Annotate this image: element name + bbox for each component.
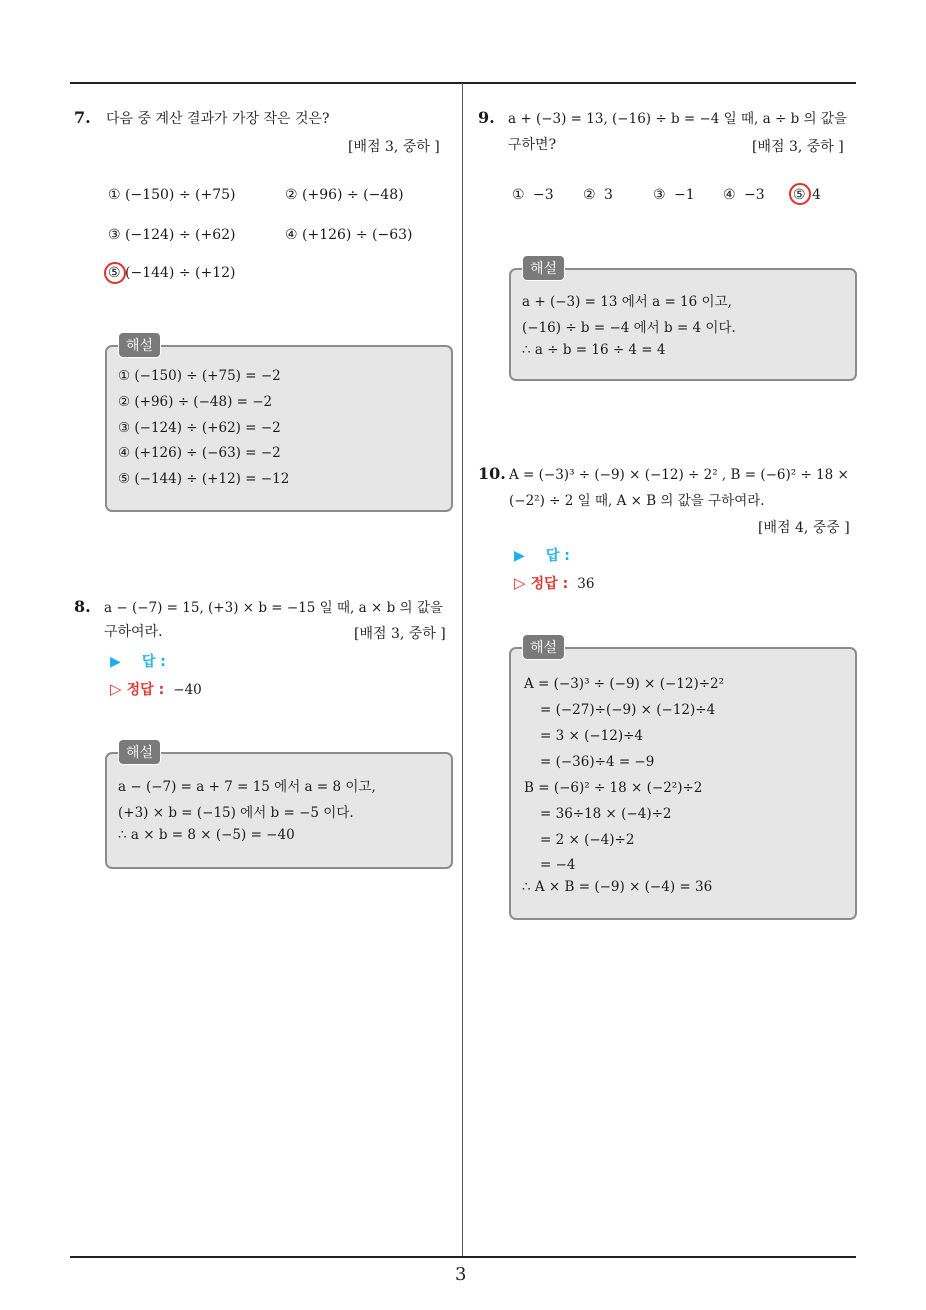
q8-correct-row xyxy=(110,679,202,699)
choice-mark: ④ xyxy=(723,187,736,203)
top-rule xyxy=(70,82,856,84)
answer-label: 답 : xyxy=(545,548,570,564)
q10-explain-line-8: = −4 xyxy=(540,857,576,873)
q9-selected-answer-circle-icon xyxy=(789,183,811,205)
q9-explanation-tag: 해설 xyxy=(522,255,565,281)
choice-expr: (+126) ÷ (−63) xyxy=(302,227,413,243)
q10-explain-line-9: ∴ A × B = (−9) × (−4) = 36 xyxy=(522,879,713,895)
q9-choice-3[interactable] xyxy=(653,187,695,203)
q10-explain-line-2: = (−27)÷(−9) × (−12)÷4 xyxy=(540,702,716,718)
choice-mark: ① xyxy=(512,187,525,203)
choice-mark: ② xyxy=(285,187,298,203)
answer-label: 답 : xyxy=(141,654,166,670)
choice-mark: ① xyxy=(108,187,121,203)
correct-label: 정답 : xyxy=(530,576,569,592)
correct-value: 36 xyxy=(577,576,595,592)
q7-explain-line-3: ③ (−124) ÷ (+62) = −2 xyxy=(118,420,281,436)
column-divider xyxy=(462,83,463,1258)
q7-choice-5[interactable] xyxy=(108,265,236,281)
choice-mark: ④ xyxy=(285,227,298,243)
choice-mark: ⑤ xyxy=(108,265,121,281)
q8-explanation-tag: 해설 xyxy=(118,739,161,765)
q9-explain-line-1: a + (−3) = 13 에서 a = 16 이고, xyxy=(522,294,732,310)
choice-expr: (−150) ÷ (+75) xyxy=(125,187,236,203)
choice-value: 4 xyxy=(812,187,821,203)
q10-explain-line-6: = 36÷18 × (−4)÷2 xyxy=(540,806,672,822)
answer-triangle-icon: ▶ xyxy=(514,548,525,564)
choice-mark: ③ xyxy=(653,187,666,203)
correct-label: 정답 : xyxy=(126,682,165,698)
q10-explain-line-1: A = (−3)³ ÷ (−9) × (−12)÷2² xyxy=(524,676,725,692)
q7-explain-line-2: ② (+96) ÷ (−48) = −2 xyxy=(118,394,273,410)
q10-correct-row xyxy=(514,573,594,593)
q7-explain-line-4: ④ (+126) ÷ (−63) = −2 xyxy=(118,445,281,461)
q7-score: [배점 3, 중하 ] xyxy=(348,139,440,155)
q9-choice-4[interactable] xyxy=(723,187,765,203)
bottom-rule xyxy=(70,1256,856,1258)
choice-value: −1 xyxy=(674,187,695,203)
q9-question-text-line1: a + (−3) = 13, (−16) ÷ b = −4 일 때, a ÷ b 의 값을 xyxy=(508,111,847,127)
q7-choice-1[interactable] xyxy=(108,187,236,203)
q7-question-text: 다음 중 계산 결과가 가장 작은 것은? xyxy=(106,111,330,127)
q10-question-text-line1: A = (−3)³ ÷ (−9) × (−12) ÷ 2² , B = (−6)² ÷ 18 × xyxy=(509,467,849,483)
choice-value: 3 xyxy=(604,187,613,203)
q8-question-text-line1: a − (−7) = 15, (+3) × b = −15 일 때, a × b 의 값을 xyxy=(104,600,443,616)
q10-question-text-line2: (−2²) ÷ 2 일 때, A × B 의 값을 구하여라. xyxy=(509,493,765,509)
q7-number: 7. xyxy=(74,108,91,127)
q10-explain-line-4: = (−36)÷4 = −9 xyxy=(540,754,655,770)
q8-score: [배점 3, 중하 ] xyxy=(354,626,446,642)
q9-choice-2[interactable] xyxy=(583,187,613,203)
q7-explanation-tag: 해설 xyxy=(118,332,161,358)
q10-number: 10. xyxy=(478,464,506,483)
q7-explain-line-5: ⑤ (−144) ÷ (+12) = −12 xyxy=(118,471,290,487)
choice-expr: (−124) ÷ (+62) xyxy=(125,227,236,243)
q8-answer-row xyxy=(110,651,166,671)
q7-choice-2[interactable] xyxy=(285,187,404,203)
correct-triangle-icon: ▷ xyxy=(514,574,526,592)
answer-triangle-icon: ▶ xyxy=(110,654,121,670)
q8-explain-line-2: (+3) × b = (−15) 에서 b = −5 이다. xyxy=(118,805,354,821)
correct-value: −40 xyxy=(173,682,202,698)
q7-explain-line-1: ① (−150) ÷ (+75) = −2 xyxy=(118,368,281,384)
q8-question-text-line2: 구하여라. xyxy=(104,624,163,640)
q7-choice-4[interactable] xyxy=(285,227,413,243)
q7-choice-3[interactable] xyxy=(108,227,236,243)
q9-number: 9. xyxy=(478,108,495,127)
correct-triangle-icon: ▷ xyxy=(110,680,122,698)
q10-explain-line-5: B = (−6)² ÷ 18 × (−2²)÷2 xyxy=(524,780,703,796)
choice-expr: (+96) ÷ (−48) xyxy=(302,187,404,203)
q9-score: [배점 3, 중하 ] xyxy=(752,139,844,155)
q10-score: [배점 4, 중중 ] xyxy=(758,520,850,536)
q7-selected-answer-circle-icon xyxy=(104,262,126,284)
q8-explain-line-1: a − (−7) = a + 7 = 15 에서 a = 8 이고, xyxy=(118,779,376,795)
choice-mark: ⑤ xyxy=(793,187,806,203)
q9-question-text-line2: 구하면? xyxy=(508,137,557,153)
q10-explanation-tag: 해설 xyxy=(522,634,565,660)
q9-explain-line-2: (−16) ÷ b = −4 에서 b = 4 이다. xyxy=(522,320,736,336)
q8-number: 8. xyxy=(74,597,91,616)
choice-value: −3 xyxy=(744,187,765,203)
q10-answer-row xyxy=(514,545,570,565)
q9-explain-line-3: ∴ a ÷ b = 16 ÷ 4 = 4 xyxy=(522,342,666,358)
choice-mark: ③ xyxy=(108,227,121,243)
q10-explain-line-3: = 3 × (−12)÷4 xyxy=(540,728,644,744)
page-number: 3 xyxy=(455,1264,467,1285)
choice-expr: (−144) ÷ (+12) xyxy=(125,265,236,281)
choice-value: −3 xyxy=(533,187,554,203)
q10-explain-line-7: = 2 × (−4)÷2 xyxy=(540,832,635,848)
q9-choice-1[interactable] xyxy=(512,187,554,203)
q8-explain-line-3: ∴ a × b = 8 × (−5) = −40 xyxy=(118,827,295,843)
choice-mark: ② xyxy=(583,187,596,203)
